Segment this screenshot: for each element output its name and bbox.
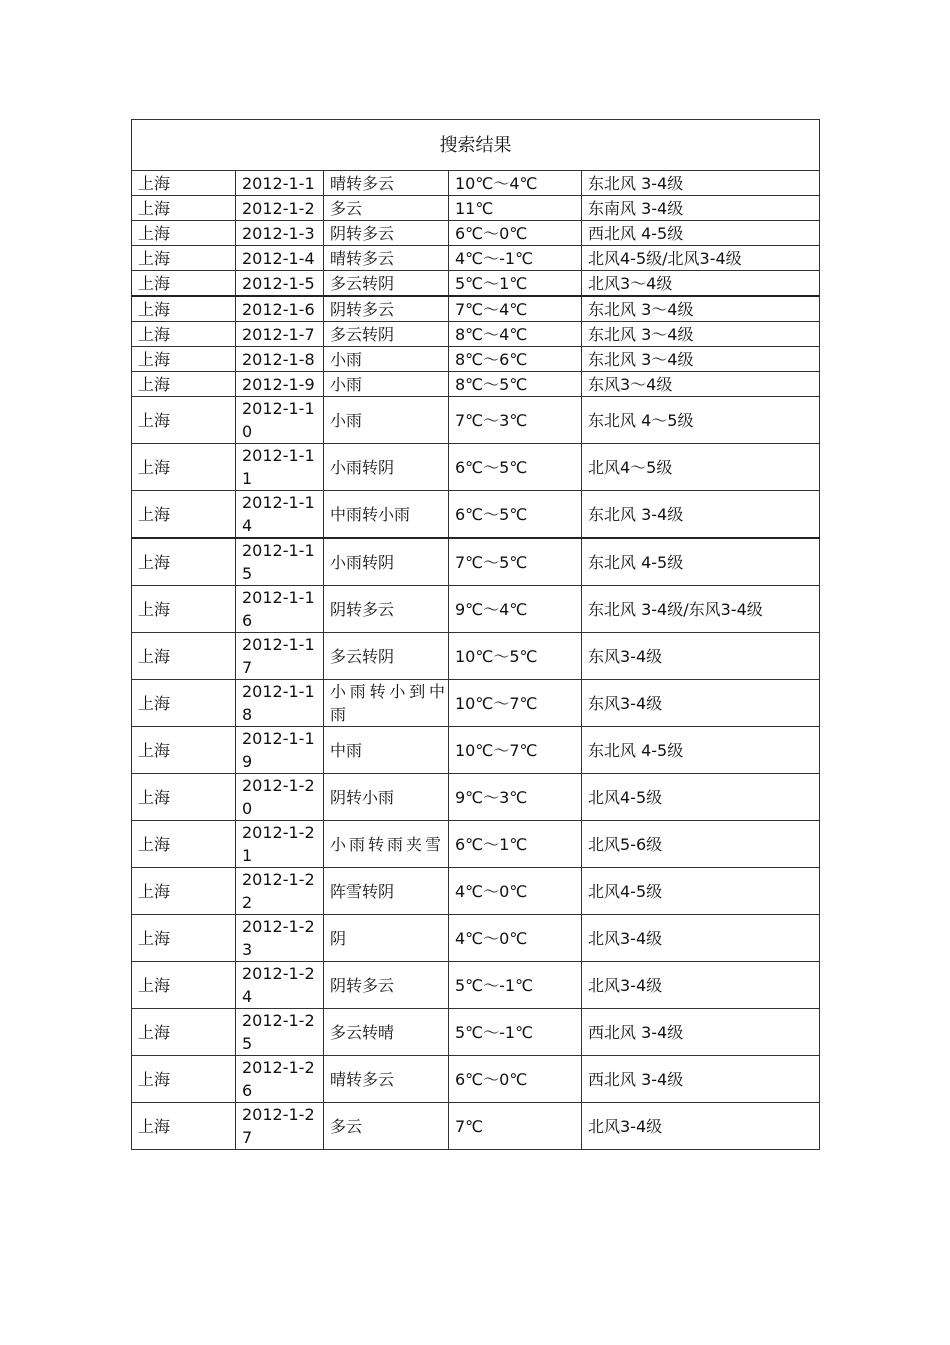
city-cell: 上海 [132,586,236,633]
city-cell: 上海 [132,296,236,322]
city-cell: 上海 [132,347,236,372]
date-cell: 2012-1-11 [236,444,324,491]
wind-cell: 北风3-4级 [582,962,820,1009]
weather-cell: 多云转阴 [324,633,449,680]
table-row [132,246,820,271]
city-cell: 上海 [132,221,236,246]
weather-cell: 中雨转小雨 [324,491,449,539]
date-cell: 2012-1-18 [236,680,324,727]
weather-cell: 小雨转阴 [324,444,449,491]
table-row [132,962,820,1009]
wind-cell: 北风5-6级 [582,821,820,868]
wind-cell: 北风3-4级 [582,1103,820,1150]
table-row [132,868,820,915]
weather-cell: 阵雪转阴 [324,868,449,915]
table-row [132,322,820,347]
weather-search-results [131,119,819,1150]
wind-cell: 东北风 4-5级 [582,727,820,774]
date-cell: 2012-1-6 [236,296,324,322]
temperature-cell: 4℃～0℃ [449,868,582,915]
table-row [132,727,820,774]
date-cell: 2012-1-8 [236,347,324,372]
table-row [132,397,820,444]
date-cell: 2012-1-14 [236,491,324,539]
city-cell: 上海 [132,1056,236,1103]
results-table [131,119,820,1150]
city-cell: 上海 [132,962,236,1009]
table-row [132,774,820,821]
city-cell: 上海 [132,196,236,221]
wind-cell: 北风4-5级 [582,774,820,821]
city-cell: 上海 [132,774,236,821]
weather-cell: 小雨 [324,347,449,372]
weather-cell: 多云转晴 [324,1009,449,1056]
weather-cell: 小雨 [324,372,449,397]
temperature-cell: 4℃～0℃ [449,915,582,962]
table-row [132,586,820,633]
date-cell: 2012-1-3 [236,221,324,246]
temperature-cell: 10℃～4℃ [449,171,582,196]
date-cell: 2012-1-17 [236,633,324,680]
wind-cell: 东北风 3-4级/东风3-4级 [582,586,820,633]
weather-cell: 阴转多云 [324,962,449,1009]
weather-cell: 阴 [324,915,449,962]
weather-cell: 阴转多云 [324,296,449,322]
table-row [132,633,820,680]
city-cell: 上海 [132,633,236,680]
wind-cell: 东北风 3～4级 [582,322,820,347]
date-cell: 2012-1-16 [236,586,324,633]
table-row [132,271,820,297]
wind-cell: 北风3-4级 [582,915,820,962]
temperature-cell: 10℃～5℃ [449,633,582,680]
weather-cell: 阴转多云 [324,586,449,633]
table-title: 搜索结果 [132,120,820,171]
table-row [132,196,820,221]
date-cell: 2012-1-19 [236,727,324,774]
temperature-cell: 8℃～6℃ [449,347,582,372]
temperature-cell: 11℃ [449,196,582,221]
wind-cell: 东风3-4级 [582,680,820,727]
temperature-cell: 8℃～4℃ [449,322,582,347]
temperature-cell: 7℃～3℃ [449,397,582,444]
wind-cell: 北风4-5级/北风3-4级 [582,246,820,271]
date-cell: 2012-1-23 [236,915,324,962]
date-cell: 2012-1-25 [236,1009,324,1056]
city-cell: 上海 [132,491,236,539]
date-cell: 2012-1-10 [236,397,324,444]
weather-cell: 多云 [324,1103,449,1150]
table-row [132,680,820,727]
city-cell: 上海 [132,246,236,271]
temperature-cell: 5℃～-1℃ [449,1009,582,1056]
wind-cell: 东北风 3-4级 [582,171,820,196]
date-cell: 2012-1-2 [236,196,324,221]
temperature-cell: 7℃～4℃ [449,296,582,322]
table-row [132,1103,820,1150]
table-row [132,491,820,539]
weather-cell: 中雨 [324,727,449,774]
wind-cell: 东北风 4-5级 [582,538,820,586]
city-cell: 上海 [132,915,236,962]
temperature-cell: 6℃～0℃ [449,221,582,246]
date-cell: 2012-1-26 [236,1056,324,1103]
weather-cell: 阴转小雨 [324,774,449,821]
city-cell: 上海 [132,444,236,491]
date-cell: 2012-1-24 [236,962,324,1009]
results-table-body [132,120,820,1150]
date-cell: 2012-1-15 [236,538,324,586]
city-cell: 上海 [132,1103,236,1150]
wind-cell: 北风3～4级 [582,271,820,297]
weather-cell: 晴转多云 [324,171,449,196]
temperature-cell: 6℃～5℃ [449,444,582,491]
wind-cell: 东北风 3～4级 [582,296,820,322]
temperature-cell: 10℃～7℃ [449,727,582,774]
date-cell: 2012-1-4 [236,246,324,271]
temperature-cell: 5℃～-1℃ [449,962,582,1009]
table-row [132,372,820,397]
wind-cell: 东北风 3-4级 [582,491,820,539]
temperature-cell: 9℃～3℃ [449,774,582,821]
wind-cell: 东风3-4级 [582,633,820,680]
wind-cell: 北风4～5级 [582,444,820,491]
weather-cell: 多云 [324,196,449,221]
temperature-cell: 5℃～1℃ [449,271,582,297]
title-row [132,120,820,171]
date-cell: 2012-1-20 [236,774,324,821]
table-row [132,821,820,868]
table-row [132,347,820,372]
temperature-cell: 8℃～5℃ [449,372,582,397]
date-cell: 2012-1-9 [236,372,324,397]
temperature-cell: 6℃～1℃ [449,821,582,868]
wind-cell: 西北风 4-5级 [582,221,820,246]
wind-cell: 东北风 4～5级 [582,397,820,444]
weather-cell: 小雨转阴 [324,538,449,586]
table-row [132,171,820,196]
city-cell: 上海 [132,538,236,586]
table-row [132,915,820,962]
temperature-cell: 7℃～5℃ [449,538,582,586]
table-row [132,296,820,322]
date-cell: 2012-1-1 [236,171,324,196]
city-cell: 上海 [132,171,236,196]
weather-cell: 多云转阴 [324,322,449,347]
city-cell: 上海 [132,821,236,868]
wind-cell: 西北风 3-4级 [582,1056,820,1103]
city-cell: 上海 [132,397,236,444]
wind-cell: 北风4-5级 [582,868,820,915]
weather-cell: 晴转多云 [324,246,449,271]
date-cell: 2012-1-5 [236,271,324,297]
table-row [132,444,820,491]
table-row [132,221,820,246]
temperature-cell: 6℃～0℃ [449,1056,582,1103]
weather-cell: 多云转阴 [324,271,449,297]
city-cell: 上海 [132,680,236,727]
temperature-cell: 7℃ [449,1103,582,1150]
city-cell: 上海 [132,868,236,915]
date-cell: 2012-1-7 [236,322,324,347]
weather-cell: 晴转多云 [324,1056,449,1103]
temperature-cell: 4℃～-1℃ [449,246,582,271]
city-cell: 上海 [132,727,236,774]
temperature-cell: 6℃～5℃ [449,491,582,539]
weather-cell: 小雨 [324,397,449,444]
wind-cell: 东北风 3～4级 [582,347,820,372]
temperature-cell: 9℃～4℃ [449,586,582,633]
temperature-cell: 10℃～7℃ [449,680,582,727]
table-row [132,1009,820,1056]
date-cell: 2012-1-22 [236,868,324,915]
city-cell: 上海 [132,271,236,297]
wind-cell: 东风3～4级 [582,372,820,397]
weather-cell: 小雨转雨夹雪 [324,821,449,868]
weather-cell: 阴转多云 [324,221,449,246]
table-row [132,1056,820,1103]
date-cell: 2012-1-21 [236,821,324,868]
wind-cell: 东南风 3-4级 [582,196,820,221]
weather-cell: 小雨转小到中雨 [324,680,449,727]
wind-cell: 西北风 3-4级 [582,1009,820,1056]
city-cell: 上海 [132,1009,236,1056]
city-cell: 上海 [132,322,236,347]
city-cell: 上海 [132,372,236,397]
date-cell: 2012-1-27 [236,1103,324,1150]
table-row [132,538,820,586]
